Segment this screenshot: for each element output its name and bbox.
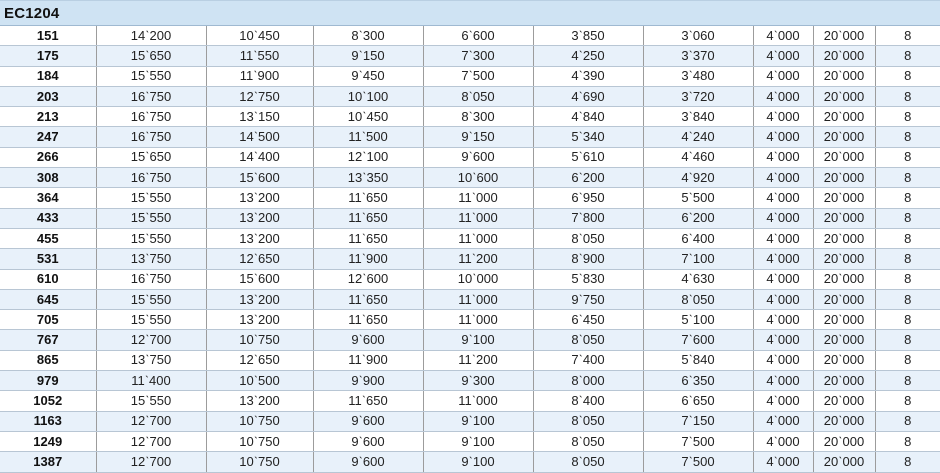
table-cell: 3ˋ370 [643,46,753,66]
row-model-cell: 308 [0,168,96,188]
table-cell: 4ˋ000 [753,228,813,248]
table-row [0,391,940,411]
table-cell: 13ˋ750 [96,350,206,370]
table-cell: 4ˋ000 [753,350,813,370]
table-row [0,147,940,167]
table-cell: 13ˋ150 [206,107,313,127]
table-cell: 3ˋ060 [643,26,753,46]
table-cell: 11ˋ650 [313,188,423,208]
table-cell: 20ˋ000 [813,26,875,46]
row-model-cell: 364 [0,188,96,208]
table-cell: 8 [875,330,940,350]
table-cell: 11ˋ200 [423,249,533,269]
table-cell: 8 [875,371,940,391]
table-cell: 13ˋ200 [206,310,313,330]
table-cell: 8ˋ050 [643,289,753,309]
table-cell: 9ˋ150 [423,127,533,147]
table-cell: 9ˋ100 [423,431,533,451]
table-cell: 3ˋ480 [643,66,753,86]
table-cell: 8ˋ900 [533,249,643,269]
table-cell: 11ˋ650 [313,289,423,309]
table-cell: 11ˋ900 [313,350,423,370]
table-cell: 12ˋ100 [313,147,423,167]
table-cell: 20ˋ000 [813,188,875,208]
table-cell: 20ˋ000 [813,208,875,228]
table-cell: 13ˋ200 [206,208,313,228]
table-cell: 20ˋ000 [813,46,875,66]
table-cell: 7ˋ300 [423,46,533,66]
table-cell: 12ˋ650 [206,350,313,370]
spec-table-body [0,26,940,472]
row-model-cell: 455 [0,228,96,248]
table-cell: 5ˋ100 [643,310,753,330]
table-cell: 9ˋ100 [423,452,533,472]
table-row [0,431,940,451]
table-cell: 4ˋ000 [753,269,813,289]
table-cell: 4ˋ000 [753,26,813,46]
table-cell: 8 [875,127,940,147]
table-cell: 9ˋ300 [423,371,533,391]
table-cell: 15ˋ550 [96,188,206,208]
table-cell: 8 [875,269,940,289]
table-cell: 10ˋ750 [206,411,313,431]
table-cell: 15ˋ600 [206,269,313,289]
table-cell: 4ˋ000 [753,46,813,66]
row-model-cell: 531 [0,249,96,269]
table-cell: 13ˋ200 [206,391,313,411]
row-model-cell: 705 [0,310,96,330]
row-model-cell: 184 [0,66,96,86]
table-cell: 15ˋ650 [96,147,206,167]
table-cell: 12ˋ750 [206,86,313,106]
table-cell: 20ˋ000 [813,249,875,269]
table-row [0,249,940,269]
table-cell: 13ˋ200 [206,289,313,309]
table-cell: 11ˋ650 [313,208,423,228]
table-cell: 6ˋ450 [533,310,643,330]
table-cell: 12ˋ700 [96,452,206,472]
table-cell: 4ˋ000 [753,452,813,472]
table-cell: 9ˋ600 [313,411,423,431]
table-row [0,86,940,106]
table-cell: 7ˋ150 [643,411,753,431]
table-cell: 20ˋ000 [813,431,875,451]
table-row [0,66,940,86]
table-cell: 8 [875,289,940,309]
table-cell: 6ˋ600 [423,26,533,46]
table-cell: 10ˋ750 [206,330,313,350]
table-cell: 8 [875,66,940,86]
table-cell: 6ˋ350 [643,371,753,391]
table-cell: 8ˋ300 [313,26,423,46]
table-cell: 9ˋ600 [313,431,423,451]
table-cell: 7ˋ500 [643,452,753,472]
table-cell: 11ˋ000 [423,310,533,330]
table-cell: 8 [875,391,940,411]
table-cell: 8 [875,350,940,370]
spec-table [0,26,940,473]
table-cell: 7ˋ400 [533,350,643,370]
table-cell: 9ˋ900 [313,371,423,391]
table-row [0,411,940,431]
table-cell: 9ˋ100 [423,330,533,350]
table-cell: 11ˋ650 [313,228,423,248]
table-cell: 8ˋ300 [423,107,533,127]
table-cell: 3ˋ840 [643,107,753,127]
table-row [0,228,940,248]
table-cell: 3ˋ850 [533,26,643,46]
table-cell: 3ˋ720 [643,86,753,106]
table-cell: 20ˋ000 [813,350,875,370]
table-cell: 8 [875,26,940,46]
table-cell: 8 [875,46,940,66]
table-title: EC1204 [4,4,60,22]
table-cell: 7ˋ500 [643,431,753,451]
table-cell: 11ˋ000 [423,391,533,411]
table-cell: 20ˋ000 [813,228,875,248]
table-cell: 20ˋ000 [813,289,875,309]
row-model-cell: 1387 [0,452,96,472]
table-cell: 4ˋ840 [533,107,643,127]
table-cell: 10ˋ750 [206,452,313,472]
table-cell: 12ˋ650 [206,249,313,269]
table-cell: 10ˋ500 [206,371,313,391]
table-cell: 12ˋ600 [313,269,423,289]
row-model-cell: 213 [0,107,96,127]
table-row [0,371,940,391]
table-cell: 12ˋ700 [96,330,206,350]
row-model-cell: 1249 [0,431,96,451]
row-model-cell: 610 [0,269,96,289]
table-cell: 4ˋ240 [643,127,753,147]
table-title-bar [0,0,940,26]
row-model-cell: 1163 [0,411,96,431]
table-cell: 15ˋ550 [96,289,206,309]
table-cell: 16ˋ750 [96,127,206,147]
table-cell: 8 [875,310,940,330]
table-cell: 8ˋ050 [423,86,533,106]
table-cell: 8 [875,168,940,188]
table-row [0,168,940,188]
row-model-cell: 247 [0,127,96,147]
table-cell: 4ˋ630 [643,269,753,289]
row-model-cell: 865 [0,350,96,370]
table-cell: 9ˋ600 [313,330,423,350]
table-cell: 20ˋ000 [813,168,875,188]
table-cell: 20ˋ000 [813,371,875,391]
table-cell: 10ˋ450 [206,26,313,46]
table-cell: 11ˋ200 [423,350,533,370]
table-cell: 8 [875,431,940,451]
table-cell: 4ˋ000 [753,127,813,147]
row-model-cell: 266 [0,147,96,167]
table-cell: 6ˋ950 [533,188,643,208]
table-cell: 20ˋ000 [813,391,875,411]
table-cell: 10ˋ000 [423,269,533,289]
table-cell: 20ˋ000 [813,411,875,431]
table-cell: 20ˋ000 [813,269,875,289]
table-cell: 4ˋ000 [753,208,813,228]
table-cell: 5ˋ610 [533,147,643,167]
table-cell: 8ˋ000 [533,371,643,391]
table-cell: 8 [875,228,940,248]
table-cell: 20ˋ000 [813,86,875,106]
table-cell: 11ˋ900 [313,249,423,269]
row-model-cell: 645 [0,289,96,309]
table-cell: 4ˋ000 [753,107,813,127]
table-cell: 4ˋ000 [753,330,813,350]
table-cell: 20ˋ000 [813,107,875,127]
table-cell: 9ˋ600 [313,452,423,472]
table-cell: 15ˋ550 [96,228,206,248]
table-cell: 8 [875,249,940,269]
table-cell: 4ˋ000 [753,289,813,309]
table-cell: 4ˋ000 [753,391,813,411]
table-cell: 20ˋ000 [813,452,875,472]
table-cell: 7ˋ800 [533,208,643,228]
table-cell: 8ˋ050 [533,431,643,451]
table-cell: 4ˋ000 [753,371,813,391]
table-cell: 8 [875,188,940,208]
table-cell: 14ˋ500 [206,127,313,147]
table-cell: 8ˋ400 [533,391,643,411]
table-cell: 10ˋ450 [313,107,423,127]
table-row [0,350,940,370]
table-cell: 11ˋ400 [96,371,206,391]
row-model-cell: 433 [0,208,96,228]
table-cell: 4ˋ000 [753,411,813,431]
table-cell: 5ˋ830 [533,269,643,289]
table-cell: 14ˋ400 [206,147,313,167]
table-cell: 10ˋ100 [313,86,423,106]
row-model-cell: 203 [0,86,96,106]
table-cell: 15ˋ650 [96,46,206,66]
table-cell: 15ˋ550 [96,208,206,228]
table-cell: 9ˋ450 [313,66,423,86]
table-cell: 11ˋ650 [313,310,423,330]
table-row [0,26,940,46]
table-cell: 13ˋ200 [206,228,313,248]
table-cell: 4ˋ000 [753,147,813,167]
table-cell: 5ˋ500 [643,188,753,208]
table-cell: 4ˋ690 [533,86,643,106]
row-model-cell: 1052 [0,391,96,411]
table-row [0,330,940,350]
table-cell: 4ˋ000 [753,431,813,451]
table-cell: 4ˋ000 [753,168,813,188]
table-cell: 13ˋ750 [96,249,206,269]
table-row [0,127,940,147]
row-model-cell: 979 [0,371,96,391]
table-cell: 20ˋ000 [813,310,875,330]
table-cell: 8ˋ050 [533,330,643,350]
table-cell: 12ˋ700 [96,411,206,431]
table-row [0,46,940,66]
table-cell: 9ˋ750 [533,289,643,309]
table-cell: 11ˋ900 [206,66,313,86]
table-cell: 11ˋ000 [423,188,533,208]
table-cell: 11ˋ500 [313,127,423,147]
table-cell: 15ˋ550 [96,310,206,330]
table-cell: 8ˋ050 [533,228,643,248]
row-model-cell: 767 [0,330,96,350]
table-row [0,208,940,228]
table-cell: 12ˋ700 [96,431,206,451]
table-cell: 4ˋ920 [643,168,753,188]
table-cell: 20ˋ000 [813,127,875,147]
table-cell: 6ˋ200 [643,208,753,228]
table-cell: 16ˋ750 [96,86,206,106]
table-cell: 15ˋ550 [96,66,206,86]
table-cell: 7ˋ600 [643,330,753,350]
table-cell: 8 [875,452,940,472]
table-cell: 14ˋ200 [96,26,206,46]
table-row [0,188,940,208]
table-cell: 8 [875,86,940,106]
table-cell: 11ˋ000 [423,228,533,248]
table-cell: 6ˋ650 [643,391,753,411]
table-cell: 8 [875,147,940,167]
table-cell: 20ˋ000 [813,66,875,86]
table-cell: 4ˋ000 [753,66,813,86]
table-cell: 8ˋ050 [533,452,643,472]
table-cell: 9ˋ100 [423,411,533,431]
table-cell: 4ˋ000 [753,86,813,106]
table-cell: 5ˋ340 [533,127,643,147]
table-cell: 11ˋ000 [423,208,533,228]
table-row [0,289,940,309]
table-cell: 8 [875,411,940,431]
table-cell: 16ˋ750 [96,168,206,188]
table-cell: 20ˋ000 [813,147,875,167]
table-cell: 15ˋ600 [206,168,313,188]
table-cell: 8ˋ050 [533,411,643,431]
table-cell: 10ˋ600 [423,168,533,188]
table-row [0,452,940,472]
table-cell: 7ˋ100 [643,249,753,269]
table-cell: 7ˋ500 [423,66,533,86]
table-cell: 11ˋ000 [423,289,533,309]
table-row [0,269,940,289]
table-cell: 8 [875,107,940,127]
table-cell: 9ˋ150 [313,46,423,66]
table-cell: 4ˋ460 [643,147,753,167]
table-cell: 13ˋ350 [313,168,423,188]
table-cell: 13ˋ200 [206,188,313,208]
table-cell: 8 [875,208,940,228]
table-cell: 6ˋ400 [643,228,753,248]
table-cell: 4ˋ000 [753,249,813,269]
table-row [0,310,940,330]
table-cell: 4ˋ000 [753,310,813,330]
table-cell: 6ˋ200 [533,168,643,188]
table-cell: 10ˋ750 [206,431,313,451]
table-row [0,107,940,127]
table-cell: 15ˋ550 [96,391,206,411]
table-cell: 20ˋ000 [813,330,875,350]
table-cell: 11ˋ650 [313,391,423,411]
table-cell: 4ˋ250 [533,46,643,66]
table-cell: 4ˋ390 [533,66,643,86]
row-model-cell: 151 [0,26,96,46]
table-cell: 5ˋ840 [643,350,753,370]
table-cell: 16ˋ750 [96,269,206,289]
table-cell: 16ˋ750 [96,107,206,127]
table-cell: 4ˋ000 [753,188,813,208]
table-cell: 11ˋ550 [206,46,313,66]
row-model-cell: 175 [0,46,96,66]
table-cell: 9ˋ600 [423,147,533,167]
